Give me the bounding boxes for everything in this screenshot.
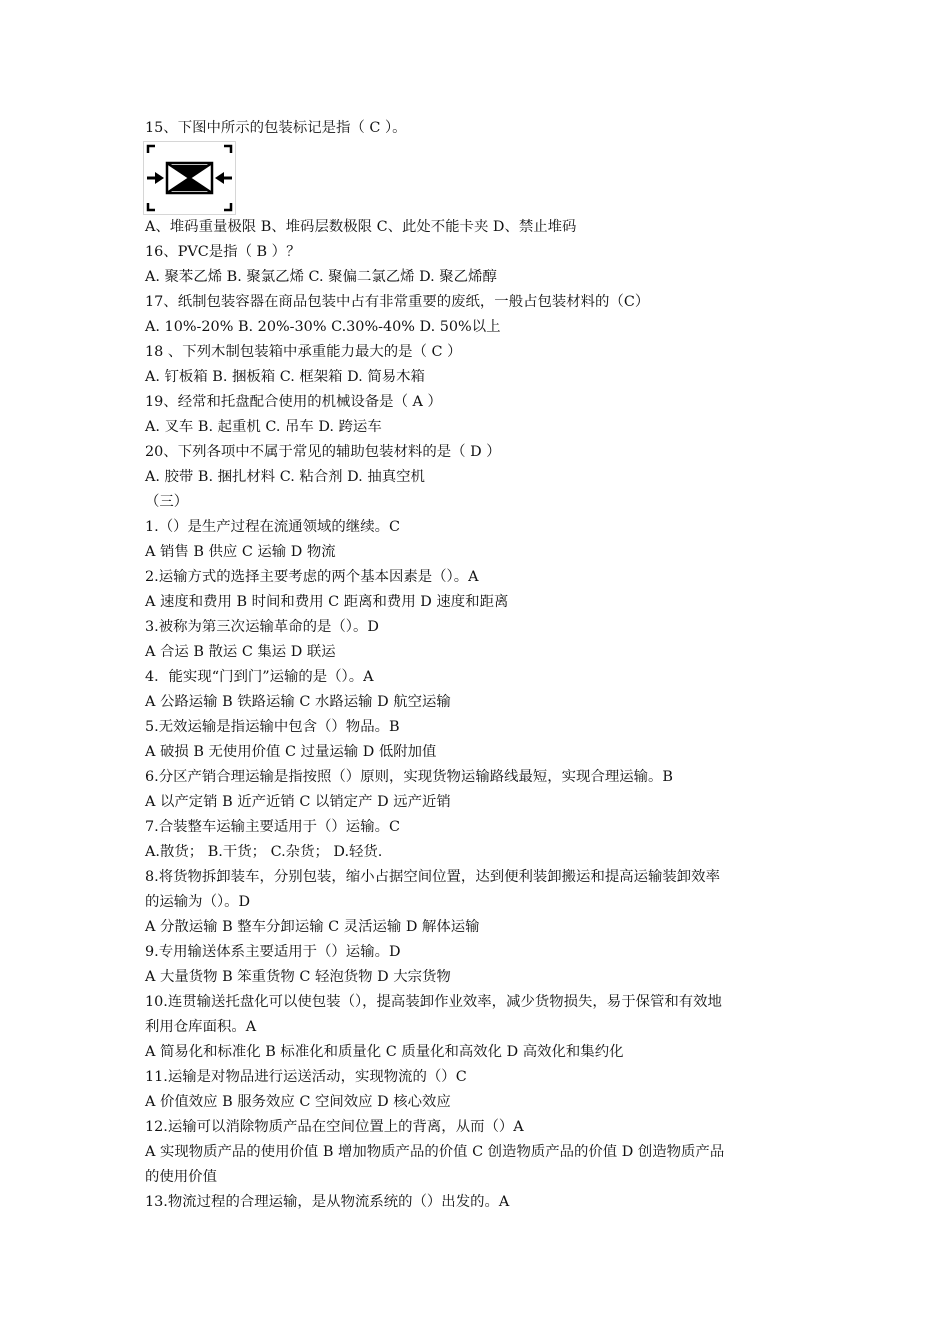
question-19-options: A. 叉车 B. 起重机 C. 吊车 D. 跨运车 xyxy=(145,419,382,435)
transport-question-9: 9.专用输送体系主要适用于（）运输。D xyxy=(145,944,401,960)
transport-question-9-options: A 大量货物 B 笨重货物 C 轻泡货物 D 大宗货物 xyxy=(145,969,451,985)
transport-question-12-options: A 实现物质产品的使用价值 B 增加物质产品的价值 C 创造物质产品的价值 D 创造物质产品 xyxy=(145,1144,725,1160)
transport-question-3: 3.被称为第三次运输革命的是（）。D xyxy=(145,619,379,635)
packaging-mark-figure xyxy=(143,141,236,215)
question-15: 15、下图中所示的包装标记是指（ C ）。 xyxy=(145,120,407,136)
transport-question-10-options: A 简易化和标准化 B 标准化和质量化 C 质量化和高效化 D 高效化和集约化 xyxy=(145,1044,624,1060)
transport-question-3-options: A 合运 B 散运 C 集运 D 联运 xyxy=(145,644,336,660)
question-15-options: A、堆码重量极限 B、堆码层数极限 C、此处不能卡夹 D、禁止堆码 xyxy=(145,219,577,235)
transport-question-11: 11.运输是对物品进行运送活动，实现物流的（）C xyxy=(145,1069,467,1085)
transport-question-10: 10.连贯输送托盘化可以使包装（），提高装卸作业效率，减少货物损失，易于保管和有效地 xyxy=(145,994,722,1010)
transport-question-6: 6.分区产销合理运输是指按照（）原则，实现货物运输路线最短，实现合理运输。B xyxy=(145,769,673,785)
transport-question-5: 5.无效运输是指运输中包含（）物品。B xyxy=(145,719,400,735)
question-17-options: A. 10%-20% B. 20%-30% C.30%-40% D. 50%以上 xyxy=(145,319,501,335)
transport-question-6-options: A 以产定销 B 近产近销 C 以销定产 D 远产近销 xyxy=(145,794,451,810)
question-19: 19、经常和托盘配合使用的机械设备是（ A ） xyxy=(145,394,442,410)
transport-question-1: 1.（）是生产过程在流通领域的继续。C xyxy=(145,519,400,535)
question-18: 18 、下列木制包装箱中承重能力最大的是（ C ） xyxy=(145,344,462,360)
question-17: 17、纸制包装容器在商品包装中占有非常重要的废纸，一般占包装材料的（C） xyxy=(145,294,650,310)
transport-question-4-options: A 公路运输 B 铁路运输 C 水路运输 D 航空运输 xyxy=(145,694,451,710)
transport-question-2: 2.运输方式的选择主要考虑的两个基本因素是（）。A xyxy=(145,569,479,585)
transport-question-8-continued: 的运输为（）。D xyxy=(145,894,251,910)
question-20: 20、下列各项中不属于常见的辅助包装材料的是（ D ） xyxy=(145,444,501,460)
clamp-here-mark-icon xyxy=(144,142,235,214)
question-20-options: A. 胶带 B. 捆扎材料 C. 粘合剂 D. 抽真空机 xyxy=(145,469,425,485)
transport-question-12-options-continued: 的使用价值 xyxy=(145,1169,217,1185)
transport-question-1-options: A 销售 B 供应 C 运输 D 物流 xyxy=(145,544,336,560)
transport-question-12: 12.运输可以消除物质产品在空间位置上的背离，从而（）A xyxy=(145,1119,524,1135)
transport-question-7: 7.合装整车运输主要适用于（）运输。C xyxy=(145,819,400,835)
question-16-options: A. 聚苯乙烯 B. 聚氯乙烯 C. 聚偏二氯乙烯 D. 聚乙烯醇 xyxy=(145,269,497,285)
transport-question-10-continued: 利用仓库面积。A xyxy=(145,1019,257,1035)
transport-question-8-options: A 分散运输 B 整车分卸运输 C 灵活运输 D 解体运输 xyxy=(145,919,480,935)
section-heading: （三） xyxy=(145,494,189,510)
transport-question-4: 4．能实现“门到门”运输的是（）。A xyxy=(145,669,374,685)
question-16: 16、PVC是指（ B ）？ xyxy=(145,244,301,260)
transport-question-13: 13.物流过程的合理运输，是从物流系统的（）出发的。A xyxy=(145,1194,510,1210)
question-18-options: A. 钉板箱 B. 捆板箱 C. 框架箱 D. 简易木箱 xyxy=(145,369,425,385)
transport-question-8: 8.将货物拆卸装车，分别包装，缩小占据空间位置，达到便利装卸搬运和提高运输装卸效率 xyxy=(145,869,720,885)
transport-question-5-options: A 破损 B 无使用价值 C 过量运输 D 低附加值 xyxy=(145,744,437,760)
transport-question-11-options: A 价值效应 B 服务效应 C 空间效应 D 核心效应 xyxy=(145,1094,451,1110)
transport-question-2-options: A 速度和费用 B 时间和费用 C 距离和费用 D 速度和距离 xyxy=(145,594,509,610)
transport-question-7-options: A.散货； B.干货； C.杂货； D.轻货. xyxy=(145,844,383,860)
